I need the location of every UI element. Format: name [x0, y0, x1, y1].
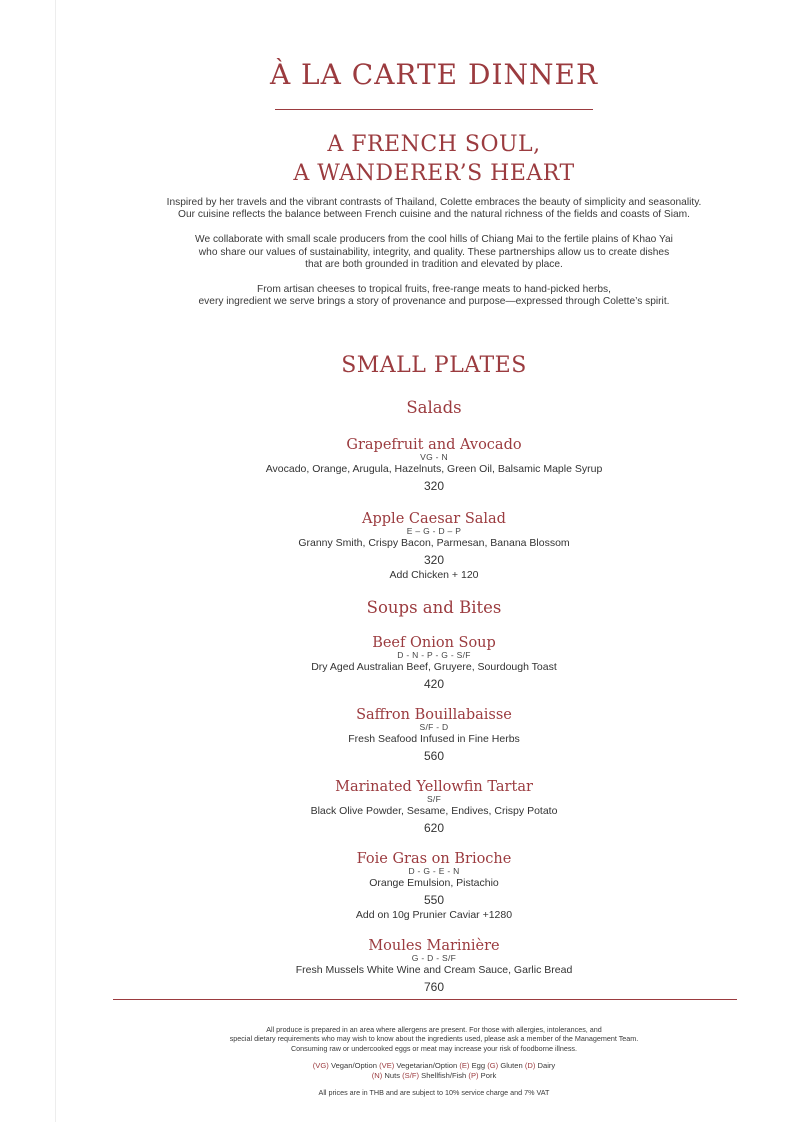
legend-code: (P)	[468, 1070, 479, 1080]
menu-item-apple-caesar	[0, 511, 793, 582]
item-price: 560	[423, 749, 445, 763]
item-description: Dry Aged Australian Beef, Gruyere, Sourdough Toast	[311, 661, 557, 673]
legend-label: Gluten	[500, 1061, 523, 1070]
item-description: Orange Emulsion, Pistachio	[369, 877, 499, 889]
allergen-legend	[0, 1061, 793, 1080]
subtitle-line-1: A FRENCH SOUL,	[327, 132, 541, 157]
title-divider	[275, 109, 593, 110]
item-allergen-tags: S/F	[426, 794, 442, 804]
intro-paragraph-3	[0, 284, 793, 309]
item-price: 760	[423, 980, 445, 994]
legend-code: (N)	[371, 1070, 383, 1080]
intro-text	[0, 197, 793, 321]
legend-code: (D)	[524, 1061, 536, 1070]
section-title-small-plates: SMALL PLATES	[341, 353, 527, 378]
item-allergen-tags: VG - N	[420, 452, 448, 462]
legend-label: Shellfish/Fish	[421, 1070, 467, 1080]
legend-code: (VG)	[312, 1061, 329, 1070]
subsection-title-salads: Salads	[406, 398, 462, 417]
intro-line: From artisan cheeses to tropical fruits, free-range meats to hand-picked herbs,	[257, 284, 611, 296]
item-description: Fresh Seafood Infused in Fine Herbs	[348, 733, 520, 745]
intro-paragraph-1	[0, 197, 793, 222]
subtitle-line-2: A WANDERER’S HEART	[293, 161, 575, 186]
legend-label: Pork	[480, 1070, 497, 1080]
item-price: 320	[423, 553, 445, 567]
menu-item-foie-gras	[0, 851, 793, 922]
legend-line-2	[0, 1071, 793, 1081]
item-name: Beef Onion Soup	[372, 635, 496, 651]
vat-notice: All prices are in THB and are subject to 10% service charge and 7% VAT	[318, 1088, 550, 1097]
intro-paragraph-2	[0, 234, 793, 271]
intro-line: Inspired by her travels and the vibrant contrasts of Thailand, Colette embraces the beauty of simplicity and seasonality.	[166, 197, 702, 208]
item-allergen-tags: E – G - D – P	[406, 526, 462, 536]
item-allergen-tags: G - D - S/F	[411, 953, 457, 963]
legend-code: (VE)	[379, 1061, 395, 1070]
legend-line-1	[0, 1061, 793, 1071]
menu-item-moules-mariniere	[0, 938, 793, 995]
item-addon: Add on 10g Prunier Caviar +1280	[355, 909, 513, 921]
item-price: 420	[423, 677, 445, 691]
item-description: Avocado, Orange, Arugula, Hazelnuts, Green Oil, Balsamic Maple Syrup	[265, 463, 603, 475]
legend-label: Nuts	[384, 1070, 400, 1080]
menu-subtitle	[0, 130, 793, 188]
item-addon: Add Chicken + 120	[389, 569, 479, 581]
item-price: 320	[423, 479, 445, 493]
allergen-notice	[0, 1025, 793, 1053]
legend-label: Vegan/Option	[330, 1061, 377, 1070]
menu-item-beef-onion-soup	[0, 635, 793, 692]
item-description: Black Olive Powder, Sesame, Endives, Crispy Potato	[310, 805, 558, 817]
item-description: Granny Smith, Crispy Bacon, Parmesan, Banana Blossom	[298, 537, 570, 549]
item-name: Moules Marinière	[368, 938, 500, 954]
intro-line: Our cuisine reflects the balance between French cuisine and the natural richness of the fields and coasts of Siam.	[178, 209, 690, 221]
legend-code: (G)	[487, 1061, 499, 1070]
allergen-notice-line: Consuming raw or undercooked eggs or meat may increase your risk of foodborne illness.	[290, 1043, 578, 1053]
legend-label: Egg	[471, 1061, 486, 1070]
subsection-title-soups-bites: Soups and Bites	[366, 598, 502, 617]
item-allergen-tags: D - N - P - G - S/F	[397, 650, 471, 660]
item-name: Apple Caesar Salad	[362, 511, 506, 527]
menu-item-yellowfin-tartar	[0, 779, 793, 836]
legend-label: Dairy	[537, 1061, 556, 1070]
legend-code: (S/F)	[402, 1070, 419, 1080]
footer-divider	[113, 999, 737, 1000]
legend-code: (E)	[459, 1061, 470, 1070]
allergen-notice-line: All produce is prepared in an area where allergens are present. For those with allergies, intolerances, and	[266, 1025, 602, 1034]
item-name: Foie Gras on Brioche	[356, 851, 512, 867]
menu-item-saffron-bouillabaisse	[0, 707, 793, 764]
item-allergen-tags: D - G - E - N	[408, 866, 460, 876]
menu-item-grapefruit-avocado	[0, 437, 793, 494]
menu-title: À LA CARTE DINNER	[269, 58, 599, 91]
item-name: Grapefruit and Avocado	[346, 437, 522, 453]
intro-line: that are both grounded in tradition and elevated by place.	[305, 259, 563, 271]
item-allergen-tags: S/F - D	[419, 722, 449, 732]
legend-label: Vegetarian/Option	[396, 1061, 458, 1070]
allergen-notice-line: special dietary requirements who may wish to know about the ingredients used, please ask a member of the Management Team.	[229, 1034, 639, 1044]
intro-line: every ingredient we serve brings a story of provenance and purpose—expressed through Colette’s spirit.	[198, 296, 670, 308]
item-price: 550	[423, 893, 445, 907]
intro-line: who share our values of sustainability, integrity, and quality. These partnerships allow us to create dishes	[198, 246, 670, 258]
item-name: Marinated Yellowfin Tartar	[335, 779, 533, 795]
item-price: 620	[423, 821, 445, 835]
intro-line: We collaborate with small scale producers from the cool hills of Chiang Mai to the fertile plains of Khao Yai	[195, 234, 673, 246]
item-description: Fresh Mussels White Wine and Cream Sauce, Garlic Bread	[295, 964, 573, 976]
item-name: Saffron Bouillabaisse	[356, 707, 512, 723]
